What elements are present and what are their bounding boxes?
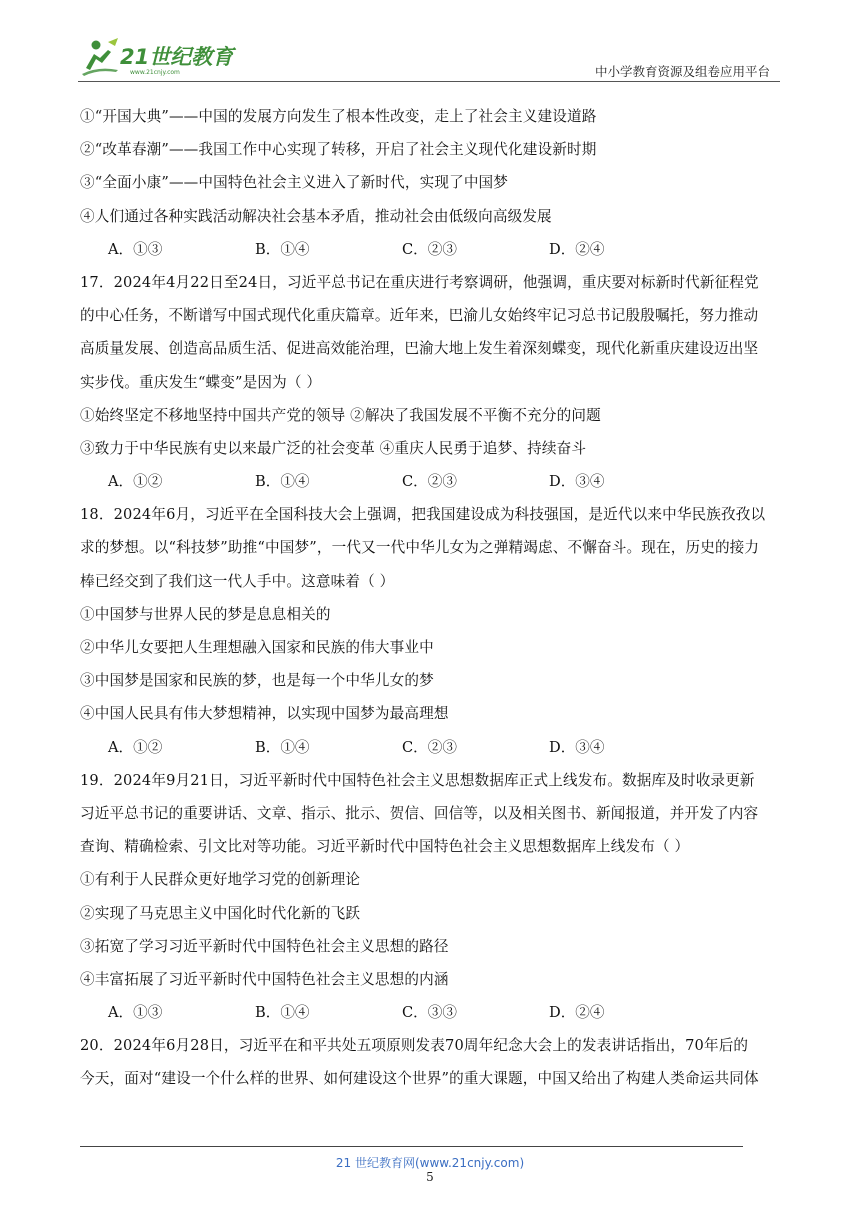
- header-divider: [78, 81, 780, 82]
- text-line: 高质量发展、创造高品质生活、促进高效能治理，巴渝大地上发生着深刻蝶变，现代化新重庆建设迈出坚: [80, 340, 759, 358]
- answer-option[interactable]: D．②④: [549, 1004, 605, 1022]
- text-line: ①始终坚定不移地坚持中国共产党的领导 ②解决了我国发展不平衡不充分的问题: [80, 406, 601, 424]
- text-line: 实步伐。重庆发生“蝶变”是因为（ ）: [80, 373, 322, 391]
- answer-option[interactable]: A．①②: [108, 738, 163, 756]
- text-line: 今天，面对“建设一个什么样的世界、如何建设这个世界”的重大课题，中国又给出了构建人类命运共同体: [80, 1070, 759, 1088]
- text-line: 19．2024年9月21日，习近平新时代中国特色社会主义思想数据库正式上线发布。数据库及时收录更新: [80, 771, 755, 789]
- text-line: ③“全面小康”——中国特色社会主义进入了新时代，实现了中国梦: [80, 174, 509, 192]
- logo-url: www.21cnjy.com: [130, 69, 180, 76]
- answer-option[interactable]: A．①②: [108, 473, 163, 491]
- answer-option[interactable]: D．③④: [549, 473, 605, 491]
- answer-option[interactable]: A．①③: [108, 1004, 163, 1022]
- answer-option[interactable]: B．①④: [255, 473, 310, 491]
- answer-option[interactable]: D．②④: [549, 240, 605, 258]
- text-line: ②中华儿女要把人生理想融入国家和民族的伟大事业中: [80, 639, 434, 656]
- answer-option[interactable]: A．①③: [108, 240, 163, 258]
- text-line: ③中国梦是国家和民族的梦，也是每一个中华儿女的梦: [80, 672, 434, 690]
- text-line: ③拓宽了学习习近平新时代中国特色社会主义思想的路径: [80, 937, 449, 955]
- answer-option[interactable]: D．③④: [549, 738, 605, 756]
- site-logo: [78, 36, 248, 78]
- text-line: ①中国梦与世界人民的梦是息息相关的: [80, 605, 331, 623]
- text-line: ①“开国大典”——中国的发展方向发生了根本性改变，走上了社会主义建设道路: [80, 108, 597, 125]
- text-line: 棒已经交到了我们这一代人手中。这意味着（ ）: [80, 572, 395, 590]
- footer-site-link[interactable]: 21 世纪教育网(www.21cnjy.com): [335, 1156, 525, 1170]
- platform-label: 中小学教育资源及组卷应用平台: [594, 64, 770, 79]
- answer-options: [80, 465, 780, 498]
- answer-option[interactable]: B．①④: [255, 1004, 310, 1022]
- answer-options: [80, 996, 780, 1029]
- answer-option[interactable]: C．②③: [402, 240, 457, 258]
- text-line: 18．2024年6月，习近平在全国科技大会上强调，把我国建设成为科技强国，是近代以来中华民族孜孜以: [80, 506, 766, 524]
- answer-option[interactable]: B．①④: [255, 738, 310, 756]
- text-line: ②“改革春潮”——我国工作中心实现了转移，开启了社会主义现代化建设新时期: [80, 141, 597, 159]
- answer-option[interactable]: C．②③: [402, 738, 457, 756]
- answer-option[interactable]: C．②③: [402, 473, 457, 491]
- text-line: 习近平总书记的重要讲话、文章、指示、批示、贺信、回信等，以及相关图书、新闻报道，并开发了内容: [80, 804, 759, 822]
- page-number: 5: [426, 1170, 434, 1184]
- text-line: ③致力于中华民族有史以来最广泛的社会变革 ④重庆人民勇于追梦、持续奋斗: [80, 439, 587, 457]
- answer-option[interactable]: B．①④: [255, 240, 310, 258]
- footer-divider: [80, 1146, 743, 1147]
- text-line: 的中心任务，不断谱写中国式现代化重庆篇章。近年来，巴渝儿女始终牢记习总书记殷殷嘱托，努力推动: [80, 307, 759, 325]
- logo-text: 21世纪教育: [120, 45, 234, 69]
- text-line: ④中国人民具有伟大梦想精神，以实现中国梦为最高理想: [80, 705, 449, 723]
- answer-option[interactable]: C．③③: [402, 1004, 457, 1022]
- text-line: ④丰富拓展了习近平新时代中国特色社会主义思想的内涵: [80, 970, 449, 988]
- answer-options: [80, 731, 780, 764]
- text-line: 17．2024年4月22日至24日，习近平总书记在重庆进行考察调研，他强调，重庆要对标新时代新征程党: [80, 273, 759, 291]
- page-header: [78, 36, 780, 82]
- answer-options: [80, 233, 780, 266]
- text-line: 20．2024年6月28日，习近平在和平共处五项原则发表70周年纪念大会上的发表讲话指出，70年后的: [80, 1037, 749, 1055]
- text-line: 查询、精确检索、引文比对等功能。习近平新时代中国特色社会主义思想数据库上线发布（ ）: [80, 838, 690, 856]
- text-line: ②实现了马克思主义中国化时代化新的飞跃: [80, 904, 361, 922]
- text-line: 求的梦想。以“科技梦”助推“中国梦”，一代又一代中华儿女为之弹精竭虑、不懈奋斗。现在，历史的接力: [80, 539, 760, 557]
- text-line: ④人们通过各种实践活动解决社会基本矛盾，推动社会由低级向高级发展: [80, 207, 552, 225]
- question-content: [80, 100, 780, 1096]
- text-line: ①有利于人民群众更好地学习党的创新理论: [80, 871, 361, 889]
